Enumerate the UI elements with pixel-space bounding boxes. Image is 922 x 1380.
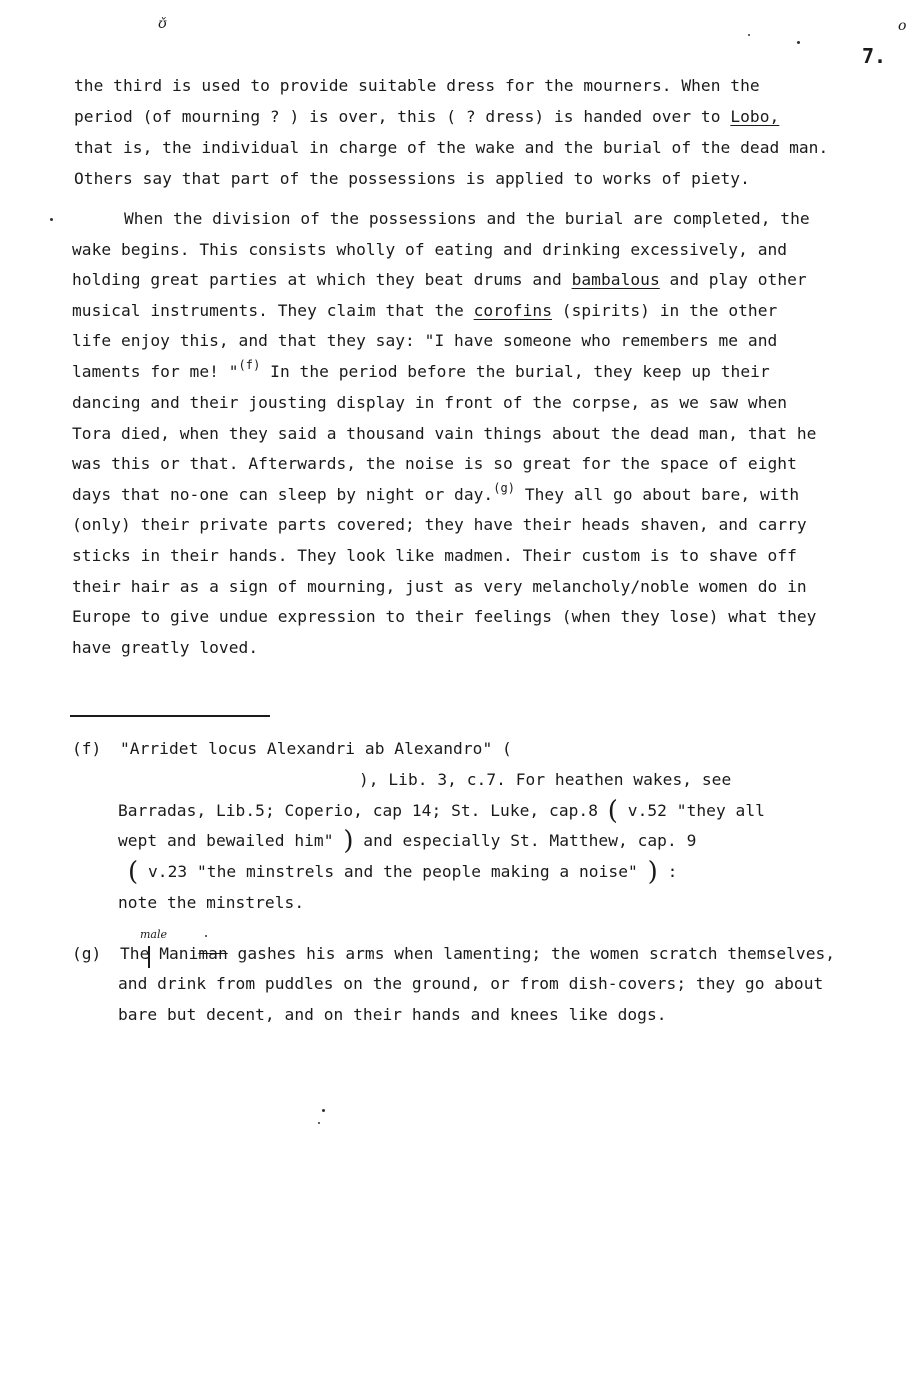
text-line: have greatly loved. xyxy=(72,638,259,657)
struck-text: man xyxy=(198,944,228,963)
text-line xyxy=(72,481,800,504)
text-segment: and play other xyxy=(659,270,807,289)
text-line: dancing and their jousting display in front of the corpse, as we saw when xyxy=(72,393,788,412)
text-line xyxy=(72,270,807,289)
text-line xyxy=(120,944,835,963)
large-paren: ( xyxy=(128,857,139,887)
footnote-separator xyxy=(70,715,270,717)
scribble-mark: ʊ̌ xyxy=(158,16,167,32)
text-line: the third is used to provide suitable dress for the mourners. When the xyxy=(74,76,760,95)
text-segment: v.52 "they all xyxy=(618,801,765,820)
speck xyxy=(318,1122,320,1124)
underlined-term: bambalous xyxy=(571,270,660,289)
text-line: "Arridet locus Alexandri ab Alexandro" ( xyxy=(120,739,512,758)
footnote-label: (f) xyxy=(72,739,102,758)
text-line: life enjoy this, and that they say: "I have someone who remembers me and xyxy=(72,331,778,350)
text-line: was this or that. Afterwards, the noise is so great for the space of eight xyxy=(72,454,797,473)
text-segment: holding great parties at which they beat drums and xyxy=(72,270,572,289)
speck xyxy=(797,41,800,44)
text-line: sticks in their hands. They look like madmen. Their custom is to shave off xyxy=(72,546,797,565)
text-line: their hair as a sign of mourning, just as very melancholy/noble women do in xyxy=(72,577,807,596)
text-segment: : xyxy=(657,862,678,881)
footnote-ref: (f) xyxy=(238,358,261,372)
underlined-term: Lobo, xyxy=(730,107,780,126)
text-line: ), Lib. 3, c.7. For heathen wakes, see xyxy=(359,770,732,789)
text-line xyxy=(74,107,779,126)
footnote-label: (g) xyxy=(72,944,102,963)
speck xyxy=(205,935,207,937)
large-paren: ) xyxy=(647,857,658,887)
text-segment: and especially St. Matthew, cap. 9 xyxy=(353,831,697,850)
text-line xyxy=(72,358,770,381)
text-segment: Barradas, xyxy=(118,801,216,820)
text-segment: musical instruments. They claim that the xyxy=(72,301,474,320)
text-segment: Lib.5; Coperio, cap 14; St. Luke, cap.8 xyxy=(215,801,608,820)
large-paren: ) xyxy=(343,826,354,856)
text-line: Others say that part of the possessions is applied to works of piety. xyxy=(74,169,750,188)
text-line: Europe to give undue expression to their feelings (when they lose) what they xyxy=(72,607,817,626)
footnote-ref: (g) xyxy=(493,481,516,495)
text-segment: wept and bewailed him" xyxy=(118,831,344,850)
text-segment: days that no-one can sleep by night or day. xyxy=(72,485,494,504)
text-segment: laments for me! " xyxy=(72,362,239,381)
text-line xyxy=(118,796,765,826)
speck xyxy=(322,1109,325,1112)
text-line: note the minstrels. xyxy=(118,893,305,912)
speck xyxy=(50,218,53,221)
handwritten-insertion: male xyxy=(140,928,168,941)
text-line: bare but decent, and on their hands and knees like dogs. xyxy=(118,1005,667,1024)
text-segment: In the period before the burial, they keep up their xyxy=(260,362,770,381)
text-segment: They all go about bare, with xyxy=(515,485,800,504)
text-line: When the division of the possessions and the burial are completed, the xyxy=(124,209,810,228)
large-paren: ( xyxy=(607,796,618,826)
underlined-term: corofins xyxy=(473,301,552,320)
text-line: that is, the individual in charge of the wake and the burial of the dead man. xyxy=(74,138,829,157)
text-line: wake begins. This consists wholly of eating and drinking excessively, and xyxy=(72,240,788,259)
text-line: and drink from puddles on the ground, or from dish-covers; they go about xyxy=(118,974,824,993)
text-segment: The xyxy=(120,944,160,963)
text-segment: gashes his arms when lamenting; the women scratch themselves, xyxy=(227,944,836,963)
text-segment: (spirits) in the other xyxy=(552,301,778,320)
text-line xyxy=(128,857,678,887)
scribble-mark: ο xyxy=(898,18,907,34)
text-segment: Mani xyxy=(159,944,199,963)
page-number: 7. xyxy=(862,44,887,68)
speck xyxy=(748,34,750,36)
text-line xyxy=(118,826,697,856)
text-line xyxy=(72,301,777,320)
text-line: (only) their private parts covered; they have their heads shaven, and carry xyxy=(72,515,807,534)
text-segment: period (of mourning ? ) is over, this ( ? dress) is handed over to xyxy=(74,107,731,126)
text-segment: v.23 "the minstrels and the people making a noise" xyxy=(138,862,648,881)
text-line: Tora died, when they said a thousand vain things about the dead man, that he xyxy=(72,424,817,443)
